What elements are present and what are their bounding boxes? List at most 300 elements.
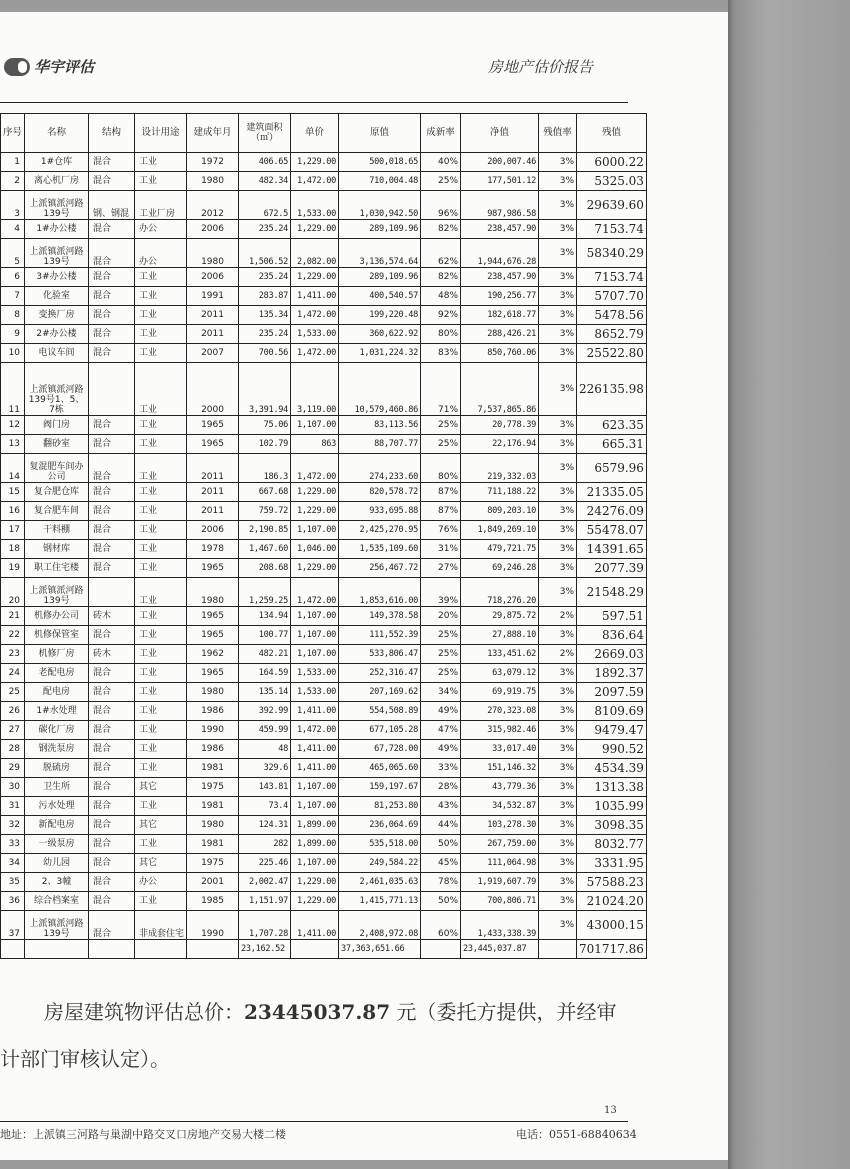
cell-res-rate: 2% [539,607,577,626]
cell-res-rate: 3% [539,363,577,416]
cell-original: 88,707.77 [339,435,421,454]
cell-structure: 混合 [89,816,135,835]
cell-rate: 49% [421,740,461,759]
cell-structure [89,578,135,607]
page-number: 13 [604,1105,617,1116]
cell-idx: 9 [1,325,25,344]
cell-res-rate: 3% [539,626,577,645]
cell-price: 1,899.00 [291,835,339,854]
cell-structure: 混合 [89,835,135,854]
cell-original: 10,579,460.86 [339,363,421,416]
cell-res-value: 990.52 [577,740,647,759]
valuation-summary [44,996,616,1025]
cell-structure: 混合 [89,153,135,172]
cell-use: 工业 [135,578,187,607]
cell-rate: 78% [421,873,461,892]
table-total-row [1,940,647,959]
cell-rate: 96% [421,191,461,220]
cell-use: 工业 [135,645,187,664]
cell-use: 工业 [135,287,187,306]
summary-continuation: 计部门审核认定）。 [0,1047,170,1071]
column-header: 净值 [461,114,539,153]
cell-original: 1,031,224.32 [339,344,421,363]
table-row [1,835,647,854]
cell-idx: 14 [1,454,25,483]
cell-price: 1,229.00 [291,892,339,911]
cell-price: 1,533.00 [291,325,339,344]
cell-res-rate: 3% [539,454,577,483]
cell-year: 1980 [187,683,239,702]
cell-area: 135.34 [239,306,291,325]
cell-net: 267,759.00 [461,835,539,854]
cell-res-value: 8032.77 [577,835,647,854]
table-row [1,416,647,435]
cell-net: 711,188.22 [461,483,539,502]
table-row [1,645,647,664]
cell-use: 工业 [135,664,187,683]
cell-original: 207,169.62 [339,683,421,702]
total-net-value: 23,445,037.87 [461,940,539,959]
cell-original: 933,695.88 [339,502,421,521]
cell-original: 360,622.92 [339,325,421,344]
cell-rate: 82% [421,268,461,287]
cell-area: 759.72 [239,502,291,521]
cell-net: 270,323.08 [461,702,539,721]
cell-structure: 混合 [89,416,135,435]
total-empty-cell [421,940,461,959]
cell-rate: 92% [421,306,461,325]
cell-net: 809,203.10 [461,502,539,521]
column-header: 结构 [89,114,135,153]
cell-use: 工业 [135,363,187,416]
cell-idx: 23 [1,645,25,664]
cell-structure: 混合 [89,797,135,816]
cell-net: 200,007.46 [461,153,539,172]
cell-area: 672.5 [239,191,291,220]
table-row [1,172,647,191]
cell-idx: 16 [1,502,25,521]
summary-amount: 23445037.87 [244,1000,391,1024]
cell-res-value: 25522.80 [577,344,647,363]
summary-suffix: 元（委托方提供，并经审 [390,1000,617,1024]
cell-idx: 37 [1,911,25,940]
table-row [1,854,647,873]
cell-price: 1,229.00 [291,268,339,287]
cell-year: 2011 [187,502,239,521]
cell-year: 1965 [187,416,239,435]
cell-area: 73.4 [239,797,291,816]
cell-area: 164.59 [239,664,291,683]
cell-original: 710,004.48 [339,172,421,191]
cell-price: 1,107.00 [291,854,339,873]
cell-area: 134.94 [239,607,291,626]
cell-price: 1,107.00 [291,416,339,435]
cell-year: 1981 [187,759,239,778]
cell-res-value: 4534.39 [577,759,647,778]
cell-res-rate: 3% [539,854,577,873]
cell-structure: 混合 [89,287,135,306]
cell-idx: 11 [1,363,25,416]
cell-year: 1965 [187,435,239,454]
cell-res-value: 3331.95 [577,854,647,873]
cell-structure: 混合 [89,559,135,578]
cell-name: 1#水处理 [25,702,89,721]
cell-structure: 混合 [89,268,135,287]
cell-rate: 25% [421,435,461,454]
cell-idx: 27 [1,721,25,740]
cell-structure: 砖木 [89,607,135,626]
cell-structure: 混合 [89,911,135,940]
total-empty-cell [539,940,577,959]
cell-price: 1,229.00 [291,153,339,172]
table-row [1,540,647,559]
cell-original: 400,540.57 [339,287,421,306]
cell-area: 100.77 [239,626,291,645]
cell-structure: 混合 [89,740,135,759]
cell-net: 288,426.21 [461,325,539,344]
cell-res-rate: 3% [539,702,577,721]
cell-res-rate: 3% [539,306,577,325]
cell-original: 465,065.60 [339,759,421,778]
cell-original: 289,109.96 [339,268,421,287]
cell-res-rate: 3% [539,797,577,816]
cell-year: 1965 [187,607,239,626]
cell-year: 1975 [187,854,239,873]
cell-idx: 35 [1,873,25,892]
cell-price: 1,411.00 [291,740,339,759]
cell-name: 机修厂房 [25,645,89,664]
cell-structure: 混合 [89,502,135,521]
cell-use: 工业 [135,153,187,172]
cell-area: 283.87 [239,287,291,306]
total-original-value: 37,363,651.66 [339,940,421,959]
cell-res-value: 836.64 [577,626,647,645]
cell-res-value: 58340.29 [577,239,647,268]
cell-res-rate: 3% [539,740,577,759]
cell-net: 987,986.58 [461,191,539,220]
cell-year: 1980 [187,816,239,835]
cell-use: 工业 [135,540,187,559]
cell-res-value: 623.35 [577,416,647,435]
cell-original: 236,064.69 [339,816,421,835]
table-row [1,306,647,325]
cell-original: 2,425,270.95 [339,521,421,540]
cell-year: 2007 [187,344,239,363]
cell-area: 235.24 [239,268,291,287]
cell-area: 482.34 [239,172,291,191]
cell-res-value: 24276.09 [577,502,647,521]
cell-use: 工业 [135,892,187,911]
cell-year: 1991 [187,287,239,306]
cell-res-rate: 3% [539,873,577,892]
cell-net: 22,176.94 [461,435,539,454]
cell-res-rate: 3% [539,153,577,172]
column-header: 建筑面积（㎡） [239,114,291,153]
table-row [1,664,647,683]
cell-original: 83,113.56 [339,416,421,435]
cell-name: 综合档案室 [25,892,89,911]
cell-price: 1,472.00 [291,454,339,483]
cell-idx: 3 [1,191,25,220]
cell-original: 535,518.00 [339,835,421,854]
cell-structure: 混合 [89,873,135,892]
cell-use: 工业厂房 [135,191,187,220]
cell-year: 2011 [187,483,239,502]
cell-net: 111,064.98 [461,854,539,873]
cell-use: 工业 [135,702,187,721]
cell-rate: 45% [421,854,461,873]
column-header: 成新率 [421,114,461,153]
cell-area: 2,002.47 [239,873,291,892]
table-row [1,220,647,239]
cell-original: 677,105.28 [339,721,421,740]
cell-name: 脱硫房 [25,759,89,778]
cell-price: 1,472.00 [291,344,339,363]
cell-name: 钢材库 [25,540,89,559]
cell-net: 182,618.77 [461,306,539,325]
cell-original: 249,584.22 [339,854,421,873]
cell-idx: 19 [1,559,25,578]
cell-idx: 26 [1,702,25,721]
cell-res-rate: 3% [539,191,577,220]
cell-structure: 混合 [89,892,135,911]
cell-area: 1,506.52 [239,239,291,268]
cell-res-rate: 3% [539,835,577,854]
cell-rate: 47% [421,721,461,740]
cell-res-value: 1313.38 [577,778,647,797]
cell-net: 29,875.72 [461,607,539,626]
cell-year: 1980 [187,172,239,191]
column-header: 单价 [291,114,339,153]
cell-res-value: 43000.15 [577,911,647,940]
cell-year: 1985 [187,892,239,911]
cell-area: 235.24 [239,220,291,239]
cell-idx: 36 [1,892,25,911]
cell-name: 复合肥仓库 [25,483,89,502]
table-row [1,797,647,816]
cell-idx: 21 [1,607,25,626]
cell-use: 办公 [135,239,187,268]
table-row [1,153,647,172]
cell-year: 1975 [187,778,239,797]
cell-structure: 混合 [89,664,135,683]
table-header-row [1,114,647,153]
cell-structure: 砖木 [89,645,135,664]
cell-rate: 62% [421,239,461,268]
cell-original: 274,233.60 [339,454,421,483]
cell-year: 2006 [187,268,239,287]
table-row [1,759,647,778]
cell-idx: 28 [1,740,25,759]
cell-res-rate: 3% [539,325,577,344]
cell-name: 变换厂房 [25,306,89,325]
cell-use: 工业 [135,344,187,363]
cell-use: 工业 [135,502,187,521]
cell-structure: 钢、钢混 [89,191,135,220]
cell-original: 2,408,972.08 [339,911,421,940]
cell-net: 20,778.39 [461,416,539,435]
cell-price: 1,899.00 [291,816,339,835]
cell-price: 1,107.00 [291,626,339,645]
cell-rate: 44% [421,816,461,835]
cell-area: 235.24 [239,325,291,344]
table-row [1,559,647,578]
cell-name: 1#办公楼 [25,220,89,239]
cell-res-value: 5707.70 [577,287,647,306]
cell-price: 1,472.00 [291,578,339,607]
cell-name: 配电房 [25,683,89,702]
cell-res-rate: 3% [539,268,577,287]
cell-rate: 25% [421,664,461,683]
cell-net: 700,806.71 [461,892,539,911]
cell-res-rate: 3% [539,664,577,683]
cell-year: 2011 [187,325,239,344]
column-header: 名称 [25,114,89,153]
document-page [0,12,728,1160]
cell-net: 34,532.87 [461,797,539,816]
cell-rate: 50% [421,835,461,854]
cell-structure: 混合 [89,854,135,873]
cell-name: 碳化厂房 [25,721,89,740]
cell-idx: 15 [1,483,25,502]
cell-use: 工业 [135,835,187,854]
cell-price: 1,533.00 [291,683,339,702]
cell-net: 315,982.46 [461,721,539,740]
table-row [1,502,647,521]
cell-use: 工业 [135,325,187,344]
cell-idx: 34 [1,854,25,873]
cell-use: 工业 [135,797,187,816]
cell-idx: 29 [1,759,25,778]
cell-area: 482.21 [239,645,291,664]
cell-net: 238,457.90 [461,268,539,287]
cell-rate: 25% [421,645,461,664]
cell-rate: 28% [421,778,461,797]
table-row [1,626,647,645]
cell-price: 1,229.00 [291,559,339,578]
cell-res-value: 21335.05 [577,483,647,502]
cell-price: 3,119.00 [291,363,339,416]
cell-use: 工业 [135,626,187,645]
cell-original: 1,535,109.60 [339,540,421,559]
table-row [1,363,647,416]
cell-res-rate: 3% [539,778,577,797]
cell-original: 256,467.72 [339,559,421,578]
table-row [1,816,647,835]
cell-res-value: 597.51 [577,607,647,626]
cell-net: 33,017.40 [461,740,539,759]
cell-net: 1,433,338.39 [461,911,539,940]
cell-res-value: 2097.59 [577,683,647,702]
cell-name: 电议车间 [25,344,89,363]
cell-year: 1986 [187,740,239,759]
cell-res-value: 29639.60 [577,191,647,220]
cell-structure: 混合 [89,778,135,797]
total-empty-cell [135,940,187,959]
cell-structure: 混合 [89,306,135,325]
cell-price: 1,229.00 [291,873,339,892]
cell-rate: 20% [421,607,461,626]
cell-net: 1,944,676.28 [461,239,539,268]
cell-res-rate: 3% [539,759,577,778]
cell-net: 69,246.28 [461,559,539,578]
cell-res-rate: 3% [539,287,577,306]
cell-net: 238,457.90 [461,220,539,239]
cell-idx: 13 [1,435,25,454]
cell-price: 1,229.00 [291,220,339,239]
cell-res-value: 5325.03 [577,172,647,191]
cell-price: 1,472.00 [291,721,339,740]
cell-idx: 30 [1,778,25,797]
column-header: 序号 [1,114,25,153]
cell-res-value: 8109.69 [577,702,647,721]
cell-net: 103,278.30 [461,816,539,835]
cell-original: 289,109.96 [339,220,421,239]
cell-net: 69,919.75 [461,683,539,702]
cell-area: 700.56 [239,344,291,363]
cell-res-rate: 3% [539,502,577,521]
cell-name: 钢洗泵房 [25,740,89,759]
cell-use: 办公 [135,873,187,892]
cell-res-value: 1892.37 [577,664,647,683]
table-row [1,191,647,220]
cell-res-rate: 3% [539,683,577,702]
table-row [1,344,647,363]
cell-res-value: 14391.65 [577,540,647,559]
cell-res-rate: 2% [539,645,577,664]
cell-structure: 混合 [89,626,135,645]
cell-price: 1,229.00 [291,483,339,502]
cell-original: 1,415,771.13 [339,892,421,911]
cell-rate: 87% [421,483,461,502]
cell-use: 工业 [135,683,187,702]
total-empty-cell [89,940,135,959]
cell-price: 1,533.00 [291,664,339,683]
cell-idx: 31 [1,797,25,816]
cell-year: 2011 [187,454,239,483]
cell-structure: 混合 [89,454,135,483]
cell-use: 办公 [135,220,187,239]
cell-res-value: 3098.35 [577,816,647,835]
table-row [1,239,647,268]
cell-original: 1,030,942.50 [339,191,421,220]
cell-area: 186.3 [239,454,291,483]
logo-mark-icon [4,58,30,76]
cell-name: 3#办公楼 [25,268,89,287]
cell-area: 75.06 [239,416,291,435]
table-row [1,911,647,940]
cell-res-rate: 3% [539,416,577,435]
table-row [1,778,647,797]
cell-original: 67,728.00 [339,740,421,759]
cell-res-value: 6000.22 [577,153,647,172]
cell-name: 老配电房 [25,664,89,683]
cell-rate: 71% [421,363,461,416]
total-residual-value: 701717.86 [577,940,647,959]
cell-res-value: 2669.03 [577,645,647,664]
cell-name: 上派镇派河路139号 [25,911,89,940]
cell-price: 1,472.00 [291,172,339,191]
total-empty-cell [187,940,239,959]
total-empty-cell [1,940,25,959]
cell-res-rate: 3% [539,721,577,740]
cell-area: 1,259.25 [239,578,291,607]
cell-structure: 混合 [89,483,135,502]
cell-res-rate: 3% [539,816,577,835]
company-logo [4,56,94,77]
cell-name: 2、3幢 [25,873,89,892]
cell-use: 工业 [135,306,187,325]
